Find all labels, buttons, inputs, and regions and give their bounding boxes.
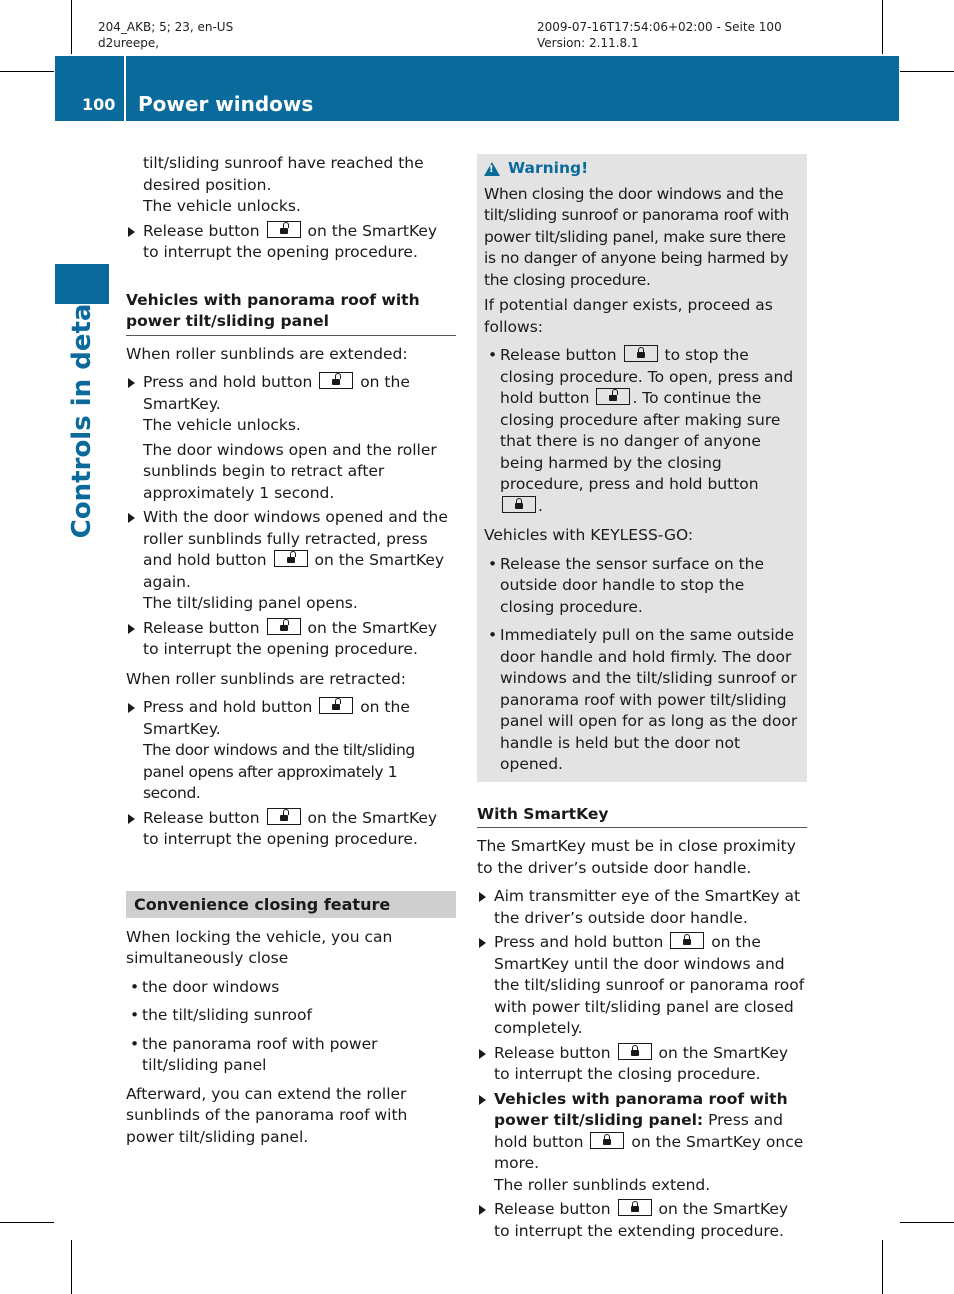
step-text: on the SmartKey. [143, 698, 410, 738]
paragraph: The door windows open and the roller sunblinds begin to retract after approximately 1 second. [143, 440, 437, 502]
step-text: on the SmartKey to interrupt the opening procedure. [143, 221, 438, 261]
instruction-step [477, 1089, 807, 1175]
unlock-button-icon [596, 388, 630, 405]
paragraph: The SmartKey must be in close proximity to the driver’s outside door handle. [477, 837, 796, 877]
step-text: on the SmartKey until the door windows and the tilt/sliding sunroof or panorama roof with power tilt/sliding panel are closed completely. [494, 933, 805, 1037]
left-column [126, 153, 456, 1148]
instruction-step [126, 372, 456, 415]
step-text: Press and hold button [494, 1111, 783, 1151]
paragraph: The vehicle unlocks. [143, 416, 301, 434]
step-text: on the SmartKey once more. [494, 1132, 804, 1172]
crop-mark [0, 71, 54, 72]
list-item [484, 345, 800, 517]
instruction-step [477, 932, 807, 1040]
paragraph: When roller sunblinds are retracted: [126, 669, 406, 688]
header-divider [124, 56, 126, 121]
bullet-text: . [538, 496, 543, 515]
lock-button-icon [618, 1043, 652, 1060]
step-text: Release button [143, 808, 260, 827]
meta-line: Version: 2.11.8.1 [537, 36, 639, 50]
crop-mark [0, 1222, 54, 1223]
unlock-button-icon [319, 697, 353, 714]
subsection-heading: Vehicles with panorama roof with power tilt/sliding panel [126, 290, 456, 336]
crop-mark [71, 1240, 72, 1294]
bullet-text: Release button [500, 346, 617, 364]
step-text: Release button [494, 1200, 611, 1218]
lock-button-icon [624, 345, 658, 362]
paragraph: Vehicles with KEYLESS-GO: [484, 526, 694, 544]
paragraph: Afterward, you can extend the roller sunblinds of the panorama roof with power tilt/sliding panel. [126, 1084, 408, 1146]
warning-title: Warning! [508, 159, 589, 177]
meta-line: 204_AKB; 5; 23, en-US [98, 20, 234, 34]
print-meta-right [537, 19, 782, 51]
warning-box [477, 154, 807, 782]
bullet-text: . To continue the closing procedure after making sure that there is no danger of anyone being harmed by the closing procedure, press and hold button [500, 389, 781, 493]
unlock-button-icon [267, 808, 301, 825]
right-column [477, 154, 807, 1242]
page-number: 100 [82, 95, 116, 114]
paragraph: The tilt/sliding panel opens. [143, 594, 358, 612]
step-bold-text: Vehicles with panorama roof with power tilt/sliding panel: [494, 1089, 788, 1129]
list-item: • Immediately pull on the same outside door handle and hold firmly. The door windows and the tilt/sliding sunroof or panorama roof with power tilt/sliding panel will open for as long as the door handle is held but the door not opened. [484, 625, 800, 776]
crop-mark [882, 1240, 883, 1294]
page-title: Power windows [138, 92, 314, 116]
instruction-step [477, 1199, 807, 1242]
list-item: • the tilt/sliding sunroof [126, 1005, 456, 1027]
unlock-button-icon [274, 550, 308, 567]
step-text: on the SmartKey. [143, 373, 410, 413]
instruction-step [126, 808, 456, 851]
step-text: Press and hold button [143, 373, 313, 391]
paragraph: The door windows and the tilt/sliding panel opens after approximately 1 second. [143, 741, 415, 802]
paragraph: If potential danger exists, proceed as follows: [484, 296, 773, 336]
step-text: Press and hold button [494, 933, 664, 951]
lock-button-icon [670, 932, 704, 949]
paragraph: The roller sunblinds extend. [494, 1175, 711, 1194]
lock-button-icon [502, 496, 536, 513]
paragraph: When locking the vehicle, you can simultaneously close [126, 927, 393, 967]
lock-button-icon [590, 1132, 624, 1149]
step-text: on the SmartKey to interrupt the closing procedure. [494, 1043, 789, 1083]
paragraph: When roller sunblinds are extended: [126, 344, 408, 363]
step-text: on the SmartKey to interrupt the opening procedure. [143, 618, 438, 658]
meta-line: 2009-07-16T17:54:06+02:00 - Seite 100 [537, 20, 782, 34]
step-text: Release button [143, 221, 260, 240]
crop-mark [71, 0, 72, 54]
step-text: on the SmartKey to interrupt the extending procedure. [494, 1200, 789, 1240]
step-text: Release button [143, 618, 260, 637]
crop-mark [900, 1222, 954, 1223]
crop-mark [900, 71, 954, 72]
paragraph: When closing the door windows and the tilt/sliding sunroof or panorama roof with power tilt/sliding panel, make sure there is no danger of anyone being harmed by the closing procedure. [484, 184, 790, 289]
meta-line: d2ureepe, [98, 36, 160, 50]
step-text: Press and hold button [143, 698, 313, 716]
warning-heading [484, 158, 800, 180]
unlock-button-icon [319, 372, 353, 389]
print-meta-left [98, 19, 233, 51]
instruction-step [126, 618, 456, 661]
lock-button-icon [618, 1199, 652, 1216]
warning-triangle-icon [484, 162, 500, 176]
side-tab-label: Controls in detail [67, 285, 97, 539]
instruction-step: Aim transmitter eye of the SmartKey at the driver’s outside door handle. [477, 886, 807, 929]
instruction-step [126, 507, 456, 593]
list-item: • Release the sensor surface on the outside door handle to stop the closing procedure. [484, 554, 800, 619]
paragraph: The vehicle unlocks. [143, 197, 301, 215]
instruction-step [126, 221, 456, 264]
crop-mark [882, 0, 883, 54]
list-item: • the door windows [126, 977, 456, 999]
bullet-text: to stop the closing procedure. To open, press and hold button [500, 346, 794, 407]
list-item: • the panorama roof with power tilt/sliding panel [126, 1034, 456, 1077]
paragraph: tilt/sliding sunroof have reached the desired position. [143, 154, 424, 194]
step-text: Release button [494, 1043, 611, 1062]
instruction-step [477, 1043, 807, 1086]
step-text: on the SmartKey again. [143, 551, 445, 591]
instruction-step [126, 697, 456, 740]
unlock-button-icon [267, 221, 301, 238]
step-text: on the SmartKey to interrupt the opening procedure. [143, 808, 438, 848]
section-heading: Convenience closing feature [126, 891, 456, 918]
step-text: With the door windows opened and the roller sunblinds fully retracted, press and hold button [143, 508, 448, 569]
subsection-heading: With SmartKey [477, 804, 807, 829]
unlock-button-icon [267, 618, 301, 635]
